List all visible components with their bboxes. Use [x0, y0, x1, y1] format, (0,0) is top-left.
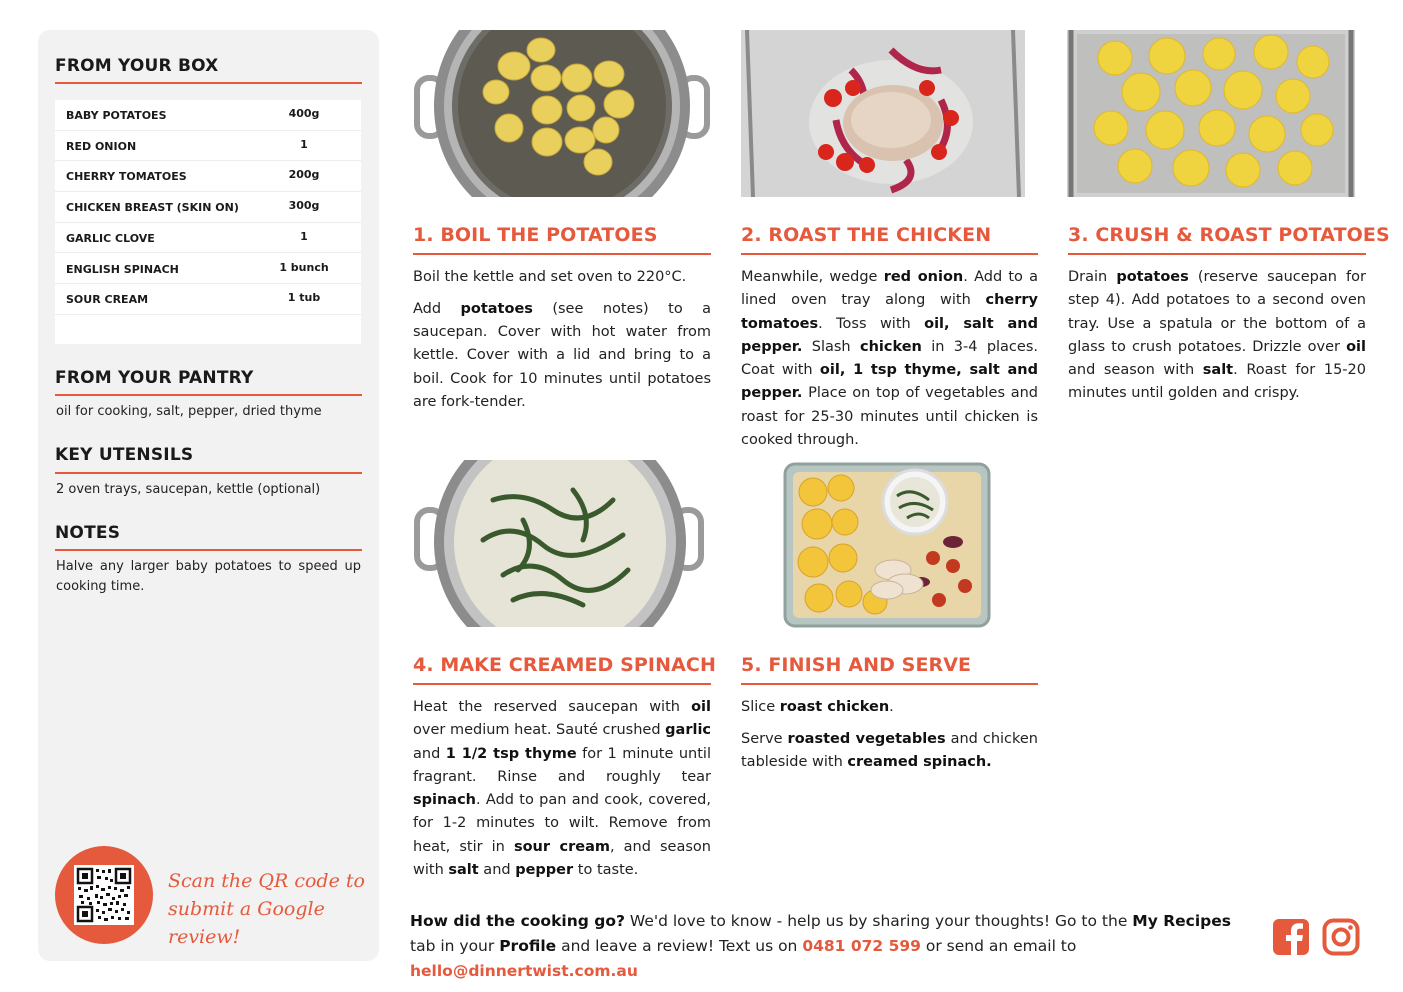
qr-caption: [168, 867, 368, 951]
qr-caption-line: submit a Google review!: [168, 898, 325, 948]
step3-title: 3. CRUSH & ROAST POTATOES: [1068, 224, 1390, 246]
ingredient-qty: 400g: [288, 107, 320, 120]
step4-body: [413, 696, 711, 891]
step1-title: 1. BOIL THE POTATOES: [413, 224, 658, 246]
ingredient-row: [55, 161, 361, 192]
ingredient-qty: 1 bunch: [279, 260, 329, 274]
step5-body: [741, 696, 1038, 783]
ingredient-row: [55, 223, 361, 254]
key-utensils-heading: KEY UTENSILS: [55, 445, 194, 465]
ingredient-name: CHERRY TOMATOES: [66, 170, 187, 184]
utensils-text: 2 oven trays, saucepan, kettle (optional): [56, 482, 321, 497]
ingredient-row: [55, 192, 361, 223]
step3-para: Drain potatoes (reserve saucepan for step 4). Add potatoes to a second oven tray. Use a spatula or the bottom of a glass to crush potatoes. Drizzle over oil and season with salt. Roast for 15-20 minutes until golden and crispy.: [1068, 269, 1366, 402]
step1-para: Add potatoes (see notes) to a saucepan. Cover with hot water from kettle. Cover with a lid and bring to a boil. Cook for 10 minutes until potatoes are fork-tender.: [413, 300, 711, 411]
step3-photo: [1067, 30, 1355, 197]
ingredient-row: [55, 284, 361, 315]
ingredient-name: BABY POTATOES: [66, 109, 167, 122]
footer-review-text: How did the cooking go? We'd love to know - help us by sharing your thoughts! Go to the My Recipes tab in your Profile and leave a review! Text us on 0481 072 599 or send an email to hello@dinnertwist.com.au: [410, 912, 1231, 980]
qr-badge: [55, 846, 153, 944]
ingredient-qty: 200g: [288, 168, 320, 182]
ingredient-row: [55, 131, 361, 162]
heading-rule: [55, 472, 362, 474]
email-link[interactable]: hello@dinnertwist.com.au: [410, 962, 638, 980]
step2-title: 2. ROAST THE CHICKEN: [741, 224, 992, 246]
ingredient-qty: 1: [300, 137, 308, 151]
step-rule: [741, 253, 1038, 255]
from-your-pantry-heading: FROM YOUR PANTRY: [55, 368, 254, 388]
heading-rule: [55, 394, 362, 396]
step-rule: [1068, 253, 1366, 255]
ingredient-name: SOUR CREAM: [66, 293, 149, 307]
ingredient-name: ENGLISH SPINACH: [66, 262, 179, 276]
ingredient-row: [55, 254, 361, 285]
pantry-text: oil for cooking, salt, pepper, dried thyme: [56, 404, 322, 419]
step4-para: Heat the reserved saucepan with oil over medium heat. Sauté crushed garlic and 1 1/2 tsp thyme for 1 minute until fragrant. Rinse and roughly tear spinach. Add to pan and cook, covered, for 1-2 minutes to wilt. Remove from heat, stir in sour cream, and season with salt and pepper to taste.: [413, 699, 712, 879]
from-your-box-heading: FROM YOUR BOX: [55, 56, 219, 76]
notes-text: Halve any larger baby potatoes to speed up cooking time.: [56, 559, 361, 594]
ingredient-row: [55, 100, 361, 131]
qr-code[interactable]: [74, 865, 134, 925]
step-rule: [413, 683, 711, 685]
step2-body: [741, 266, 1038, 461]
step5-para: Slice roast chicken.: [741, 699, 894, 715]
step3-body: [1068, 266, 1366, 414]
heading-rule: [55, 549, 362, 551]
step5-para: Serve roasted vegetables and chicken tableside with creamed spinach.: [741, 730, 1038, 771]
step4-title: 4. MAKE CREAMED SPINACH: [413, 654, 716, 676]
ingredient-qty: 300g: [288, 199, 320, 213]
step1-para: Boil the kettle and set oven to 220°C.: [413, 269, 687, 285]
ingredient-name: GARLIC CLOVE: [66, 231, 155, 245]
notes-heading: NOTES: [55, 523, 121, 543]
step5-title: 5. FINISH AND SERVE: [741, 654, 972, 676]
step5-photo: [783, 462, 991, 628]
ingredient-qty: 1: [300, 229, 308, 243]
ingredient-qty: 1 tub: [287, 291, 321, 305]
ingredient-name: RED ONION: [66, 139, 137, 153]
facebook-icon[interactable]: [1272, 918, 1310, 956]
ingredient-name: CHICKEN BREAST (SKIN ON): [66, 201, 239, 215]
phone-link[interactable]: 0481 072 599: [802, 937, 921, 955]
ingredients-table: [55, 100, 361, 344]
sidebar-panel: [38, 30, 379, 961]
step1-photo: [413, 30, 711, 197]
step4-photo: [413, 460, 711, 627]
heading-rule: [55, 82, 362, 84]
step2-para: Meanwhile, wedge red onion. Add to a lined oven tray along with cherry tomatoes. Toss with oil, salt and pepper. Slash chicken in 3-4 places. Coat with oil, 1 tsp thyme, salt and pepper. Place on top of vegetables and roast for 25-30 minutes until chicken is cooked through.: [741, 269, 1039, 449]
step1-body: [413, 266, 711, 423]
step2-photo: [741, 30, 1025, 197]
step-rule: [413, 253, 711, 255]
qr-caption-line: Scan the QR code to: [168, 870, 365, 892]
step-rule: [741, 683, 1038, 685]
instagram-icon[interactable]: [1322, 918, 1360, 956]
